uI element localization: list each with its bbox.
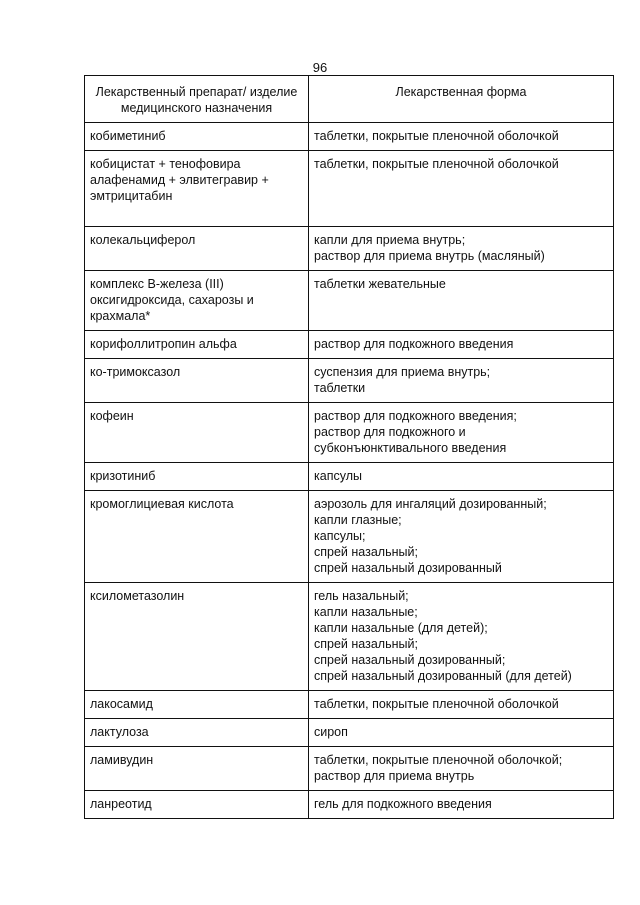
table-row (85, 403, 614, 463)
drug-name-line: кобиметиниб (90, 129, 166, 143)
dosage-form-cell (309, 151, 614, 227)
table-row (85, 691, 614, 719)
dosage-form-line: таблетки (314, 381, 366, 395)
drug-name-line: лакосамид (90, 697, 153, 711)
dosage-form-line: суспензия для приема внутрь; (314, 365, 491, 379)
drug-name-line: крахмала* (90, 309, 151, 323)
dosage-form-cell (309, 747, 614, 791)
drug-name-cell (85, 271, 309, 331)
dosage-form-line: раствор для приема внутрь (314, 769, 475, 783)
table-row (85, 491, 614, 583)
dosage-form-cell (309, 791, 614, 819)
dosage-form-line: раствор для подкожного и (314, 425, 466, 439)
drug-name-line: ланреотид (90, 797, 152, 811)
drug-name-line: ламивудин (90, 753, 154, 767)
table-row (85, 747, 614, 791)
drug-name-line: кобицистат + тенофовира (90, 157, 241, 171)
drug-name-cell (85, 463, 309, 491)
dosage-form-line: раствор для подкожного введения (314, 337, 514, 351)
drug-name-line: ксилометазолин (90, 589, 185, 603)
dosage-form-line: спрей назальный; (314, 545, 418, 559)
drug-name-line: эмтрицитабин (90, 189, 173, 203)
drug-name-cell (85, 151, 309, 227)
dosage-form-cell (309, 227, 614, 271)
table-row (85, 463, 614, 491)
dosage-form-cell (309, 331, 614, 359)
dosage-form-line: сироп (314, 725, 348, 739)
drug-name-cell (85, 331, 309, 359)
drug-name-cell (85, 691, 309, 719)
drug-name-cell (85, 359, 309, 403)
drug-name-line: оксигидроксида, сахарозы и (90, 293, 254, 307)
drug-table (84, 75, 614, 819)
dosage-form-line: капли глазные; (314, 513, 402, 527)
dosage-form-cell (309, 359, 614, 403)
dosage-form-line: гель для подкожного введения (314, 797, 492, 811)
dosage-form-line: капсулы (314, 469, 362, 483)
drug-name-line: корифоллитропин альфа (90, 337, 237, 351)
drug-name-line: комплекс В-железа (III) (90, 277, 224, 291)
dosage-form-cell (309, 271, 614, 331)
table-row (85, 331, 614, 359)
dosage-form-line: таблетки, покрытые пленочной оболочкой (314, 697, 559, 711)
dosage-form-line: таблетки, покрытые пленочной оболочкой (314, 157, 559, 171)
table-row (85, 791, 614, 819)
table-row (85, 719, 614, 747)
dosage-form-line: субконъюнктивального введения (314, 441, 507, 455)
dosage-form-cell (309, 719, 614, 747)
dosage-form-line: таблетки, покрытые пленочной оболочкой (314, 129, 559, 143)
drug-name-line: кромоглициевая кислота (90, 497, 234, 511)
drug-name-line: кризотиниб (90, 469, 156, 483)
dosage-form-line: таблетки жевательные (314, 277, 446, 291)
header-form: Лекарственная форма (309, 76, 614, 123)
drug-name-cell (85, 491, 309, 583)
drug-name-cell (85, 719, 309, 747)
drug-name-cell (85, 747, 309, 791)
table-row (85, 359, 614, 403)
drug-name-cell (85, 403, 309, 463)
drug-name-cell (85, 227, 309, 271)
drug-name-line: колекальциферол (90, 233, 196, 247)
table-row (85, 123, 614, 151)
dosage-form-line: аэрозоль для ингаляций дозированный; (314, 497, 547, 511)
dosage-form-line: гель назальный; (314, 589, 409, 603)
dosage-form-cell (309, 463, 614, 491)
dosage-form-line: спрей назальный дозированный (для детей) (314, 669, 572, 683)
dosage-form-line: раствор для приема внутрь (масляный) (314, 249, 545, 263)
drug-name-cell (85, 583, 309, 691)
dosage-form-line: капсулы; (314, 529, 366, 543)
table-body (85, 123, 614, 819)
dosage-form-cell (309, 691, 614, 719)
dosage-form-line: спрей назальный дозированный (314, 561, 502, 575)
dosage-form-cell (309, 403, 614, 463)
table-row (85, 151, 614, 227)
dosage-form-line: капли для приема внутрь; (314, 233, 466, 247)
dosage-form-cell (309, 123, 614, 151)
header-drug: Лекарственный препарат/ изделие медицинского назначения (85, 76, 309, 123)
table-row (85, 583, 614, 691)
dosage-form-cell (309, 491, 614, 583)
drug-name-cell (85, 791, 309, 819)
table-row (85, 271, 614, 331)
drug-name-cell (85, 123, 309, 151)
dosage-form-line: капли назальные; (314, 605, 418, 619)
dosage-form-line: раствор для подкожного введения; (314, 409, 517, 423)
drug-name-line: лактулоза (90, 725, 149, 739)
drug-name-line: кофеин (90, 409, 134, 423)
table-header-row (85, 76, 614, 123)
dosage-form-line: спрей назальный дозированный; (314, 653, 506, 667)
dosage-form-cell (309, 583, 614, 691)
drug-name-line: ко-тримоксазол (90, 365, 181, 379)
page-number: 96 (312, 60, 328, 75)
table-row (85, 227, 614, 271)
dosage-form-line: капли назальные (для детей); (314, 621, 488, 635)
dosage-form-line: спрей назальный; (314, 637, 418, 651)
dosage-form-line: таблетки, покрытые пленочной оболочкой; (314, 753, 563, 767)
drug-name-line: алафенамид + элвитегравир + (90, 173, 269, 187)
